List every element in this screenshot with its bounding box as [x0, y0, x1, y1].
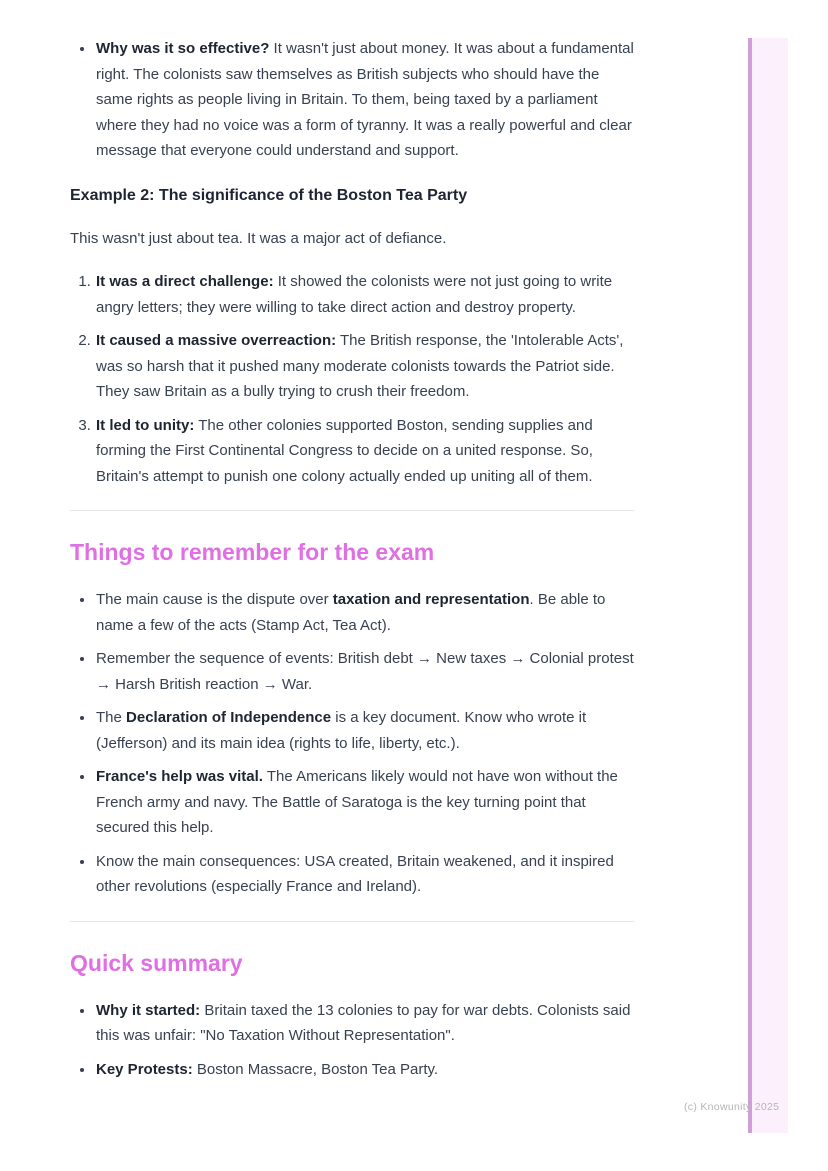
bullet-lead: It caused a massive overreaction: — [96, 332, 337, 349]
bullet-lead: Key Protests: — [96, 1060, 193, 1078]
example-heading: Example 2: The significance of the Boston Tea Party — [70, 186, 468, 204]
bullet-emphasis: taxation and representation — [332, 591, 530, 608]
bullet-text: The main cause is the dispute over — [96, 591, 333, 608]
bullet-text: Know the main consequences: USA created, Britain weakened, and it inspired other revolutions (especially France and Ireland). — [96, 852, 614, 895]
bullet-emphasis: France's help was vital. — [96, 768, 263, 785]
example-intro-paragraph: This wasn't just about tea. It was a major act of defiance. — [70, 229, 447, 247]
numbered-list — [70, 269, 634, 489]
list-item — [95, 328, 634, 405]
bullet-text: is a key document. Know who wrote it (Jefferson) and its main idea (rights to life, liberty, etc.). — [96, 709, 587, 752]
bullet-lead: Why it started: — [96, 1001, 201, 1019]
exam-section-heading: Things to remember for the exam — [70, 539, 435, 565]
summary-section-heading: Quick summary — [70, 949, 243, 976]
page-edge-strip — [751, 38, 788, 1133]
bullet-text: Remember the sequence of events: British debt → New taxes → Colonial protest → Harsh British reaction → War. — [96, 650, 634, 693]
bullet-text: . Be able to name a few of the acts (Stamp Act, Tea Act). — [96, 591, 606, 634]
exam-bullet-list — [70, 587, 634, 900]
bullet-text: The other colonies supported Boston, sending supplies and forming the First Continental Congress to decide on a united response. So, Britain's attempt to punish one colony actually ended up uniting all of them. — [96, 416, 593, 485]
list-item — [95, 1057, 634, 1083]
list-item — [95, 998, 634, 1049]
list-item — [95, 587, 634, 638]
intro-bullet-list — [70, 36, 634, 164]
bullet-text: Boston Massacre, Boston Tea Party. — [192, 1060, 439, 1078]
bullet-lead: Why was it so effective? — [96, 40, 270, 57]
section-divider — [70, 921, 634, 922]
bullet-lead: It was a direct challenge: — [96, 273, 274, 290]
list-item — [95, 269, 634, 320]
list-item — [95, 764, 634, 841]
bullet-text: It wasn't just about money. It was about a fundamental right. The colonists saw themselves as British subjects who should have the same rights as people living in Britain. To them, being taxed by a parliament where they had no voice was a form of tyranny. It was a really powerful and clear message that everyone could understand and support. — [96, 40, 634, 159]
list-item — [95, 413, 634, 490]
bullet-text: The Americans likely would not have won without the French army and navy. The Battle of Saratoga is the key turning point that secured this help. — [96, 768, 618, 836]
list-item — [95, 849, 634, 900]
list-item — [95, 646, 634, 697]
bullet-text: The — [96, 709, 127, 726]
section-divider — [70, 510, 634, 511]
list-item — [95, 36, 634, 164]
bullet-text: Britain taxed the 13 colonies to pay for war debts. Colonists said this was unfair: "No Taxation Without Representation". — [96, 1001, 631, 1044]
document-page — [70, 0, 634, 1090]
bullet-emphasis: Declaration of Independence — [126, 709, 332, 726]
summary-bullet-list — [70, 998, 634, 1083]
bullet-lead: It led to unity: — [96, 416, 195, 434]
bullet-text: The British response, the 'Intolerable Acts', was so harsh that it pushed many moderate colonists towards the Patriot side. They saw Britain as a bully trying to crush their freedom. — [96, 332, 624, 400]
watermark: (c) Knowunity 2025 — [684, 1101, 780, 1113]
bullet-text: It showed the colonists were not just going to write angry letters; they were willing to take direct action and destroy property. — [96, 273, 613, 316]
list-item — [95, 705, 634, 756]
page-edge-bar — [748, 38, 752, 1133]
